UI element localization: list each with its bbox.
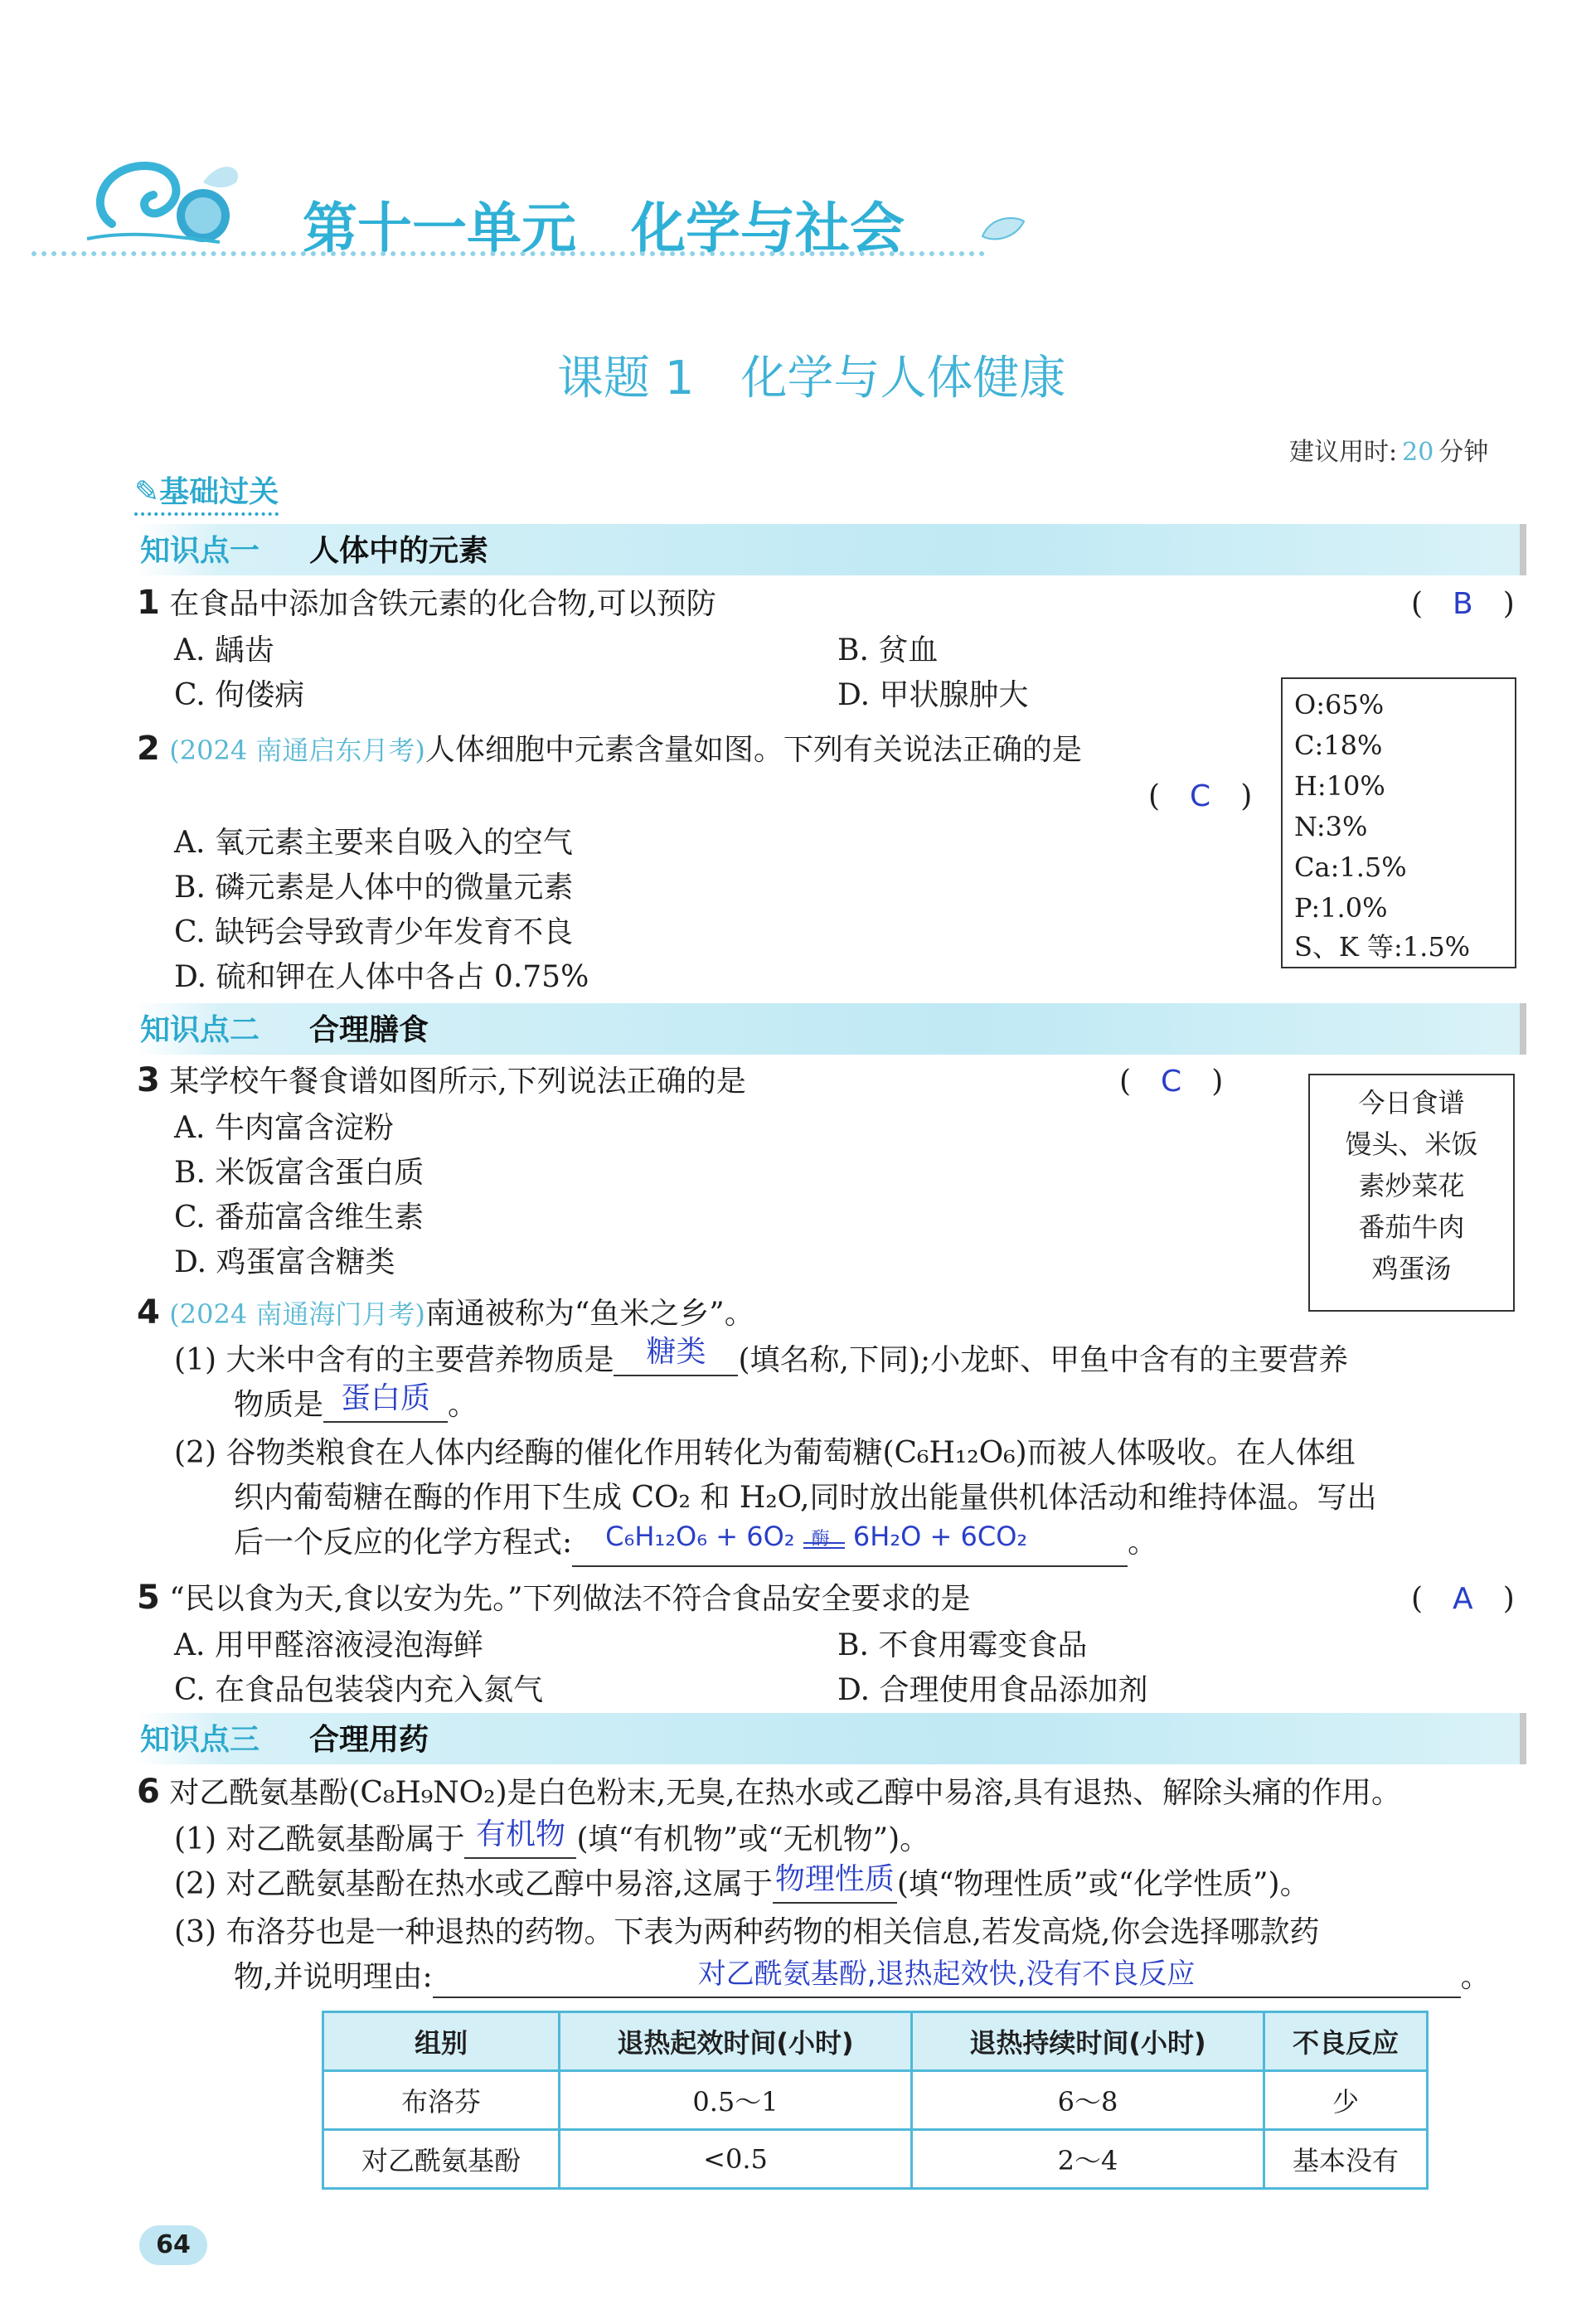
element-row: O:65%	[1294, 689, 1385, 720]
element-row: C:18%	[1294, 730, 1383, 761]
question-6: 6 对乙酰氨基酚(C₈H₉NO₂)是白色粉末,无臭,在热水或乙醇中易溶,具有退热、解除头痛的作用。	[137, 1773, 1401, 1811]
element-row: Ca:1.5%	[1294, 851, 1407, 883]
menu-box	[1308, 1074, 1515, 1312]
element-row: N:3%	[1294, 811, 1368, 842]
drug-comparison-table	[322, 2011, 1429, 2190]
q6-part-2: (2) 对乙酰氨基酚在热水或乙醇中易溶,这属于物理性质(填“物理性质”或“化学性质”)。	[174, 1862, 1310, 1909]
time-unit: 分钟	[1438, 438, 1489, 467]
question-4: 4 (2024 南通海门月考)南通被称为“鱼米之乡”。	[137, 1293, 754, 1332]
question-text: “民以食为天,食以安为先。”下列做法不符合食品安全要求的是	[169, 1582, 971, 1616]
question-text: 人体细胞中元素含量如图。下列有关说法正确的是	[424, 733, 1082, 767]
option: C. 佝偻病	[174, 678, 305, 712]
option: A. 用甲醛溶液浸泡海鲜	[174, 1628, 483, 1662]
table-header: 组别	[323, 2012, 560, 2071]
option: B. 米饭富含蛋白质	[174, 1156, 424, 1190]
table-header-row	[323, 2012, 1428, 2071]
table-header: 不良反应	[1264, 2012, 1428, 2071]
table-row	[323, 2071, 1428, 2130]
table-row	[323, 2130, 1428, 2189]
element-row: H:10%	[1294, 770, 1385, 802]
time-value: 20	[1402, 438, 1434, 467]
option: C. 在食品包装袋内充入氮气	[174, 1673, 544, 1707]
question-2: 2 (2024 南通启东月考)人体细胞中元素含量如图。下列有关说法正确的是	[137, 730, 1082, 768]
answer-slot-3: ( C )	[1119, 1065, 1224, 1099]
section-label: 知识点三	[140, 1723, 260, 1757]
swirl-logo-icon	[79, 133, 245, 249]
table-cell: 基本没有	[1264, 2130, 1428, 2189]
element-row: S、K 等:1.5%	[1294, 931, 1471, 963]
question-3: 3 某学校午餐食谱如图所示,下列说法正确的是	[137, 1061, 746, 1099]
table-cell: 对乙酰氨基酚	[323, 2130, 560, 2189]
section-bar-3	[137, 1713, 1520, 1764]
answer-text: 糖类	[646, 1335, 706, 1369]
menu-row: 番茄牛肉	[1358, 1211, 1465, 1243]
option: D. 鸡蛋富含糖类	[174, 1245, 395, 1279]
question-1: 1 在食品中添加含铁元素的化合物,可以预防	[137, 584, 716, 622]
section-title: 合理膳食	[309, 1013, 429, 1047]
option: B. 贫血	[837, 633, 939, 667]
table-cell: 0.5～1	[560, 2071, 912, 2130]
table-cell: <0.5	[560, 2130, 912, 2189]
option: B. 磷元素是人体中的微量元素	[174, 871, 574, 905]
option: D. 硫和钾在人体中各占 0.75%	[174, 960, 589, 994]
question-5: 5 “民以食为天,食以安为先。”下列做法不符合食品安全要求的是	[137, 1579, 971, 1617]
q4-part-1-line1: (1) 大米中含有的主要营养物质是 糖类 (填名称,下同);小龙虾、甲鱼中含有的主要营养	[174, 1338, 1348, 1385]
menu-row: 馒头、米饭	[1345, 1128, 1478, 1160]
option: D. 合理使用食品添加剂	[837, 1673, 1148, 1707]
menu-row: 素炒菜花	[1358, 1170, 1465, 1201]
section-title: 人体中的元素	[309, 534, 489, 568]
option: C. 缺钙会导致青少年发育不良	[174, 915, 574, 949]
answer-slot-5: ( A )	[1411, 1582, 1515, 1616]
answer-text: 对乙酰氨基酚,退热起效快,没有不良反应	[697, 1958, 1196, 1991]
section-bar-2	[137, 1003, 1520, 1055]
section-title: 合理用药	[309, 1723, 429, 1757]
header-dotted-line	[32, 251, 985, 256]
question-text: 对乙酰氨基酚(C₈H₉NO₂)是白色粉末,无臭,在热水或乙醇中易溶,具有退热、解除头痛的作用。	[169, 1776, 1401, 1810]
page-number: 64	[139, 2225, 207, 2265]
option: D. 甲状腺肿大	[837, 678, 1029, 712]
question-text: 某学校午餐食谱如图所示,下列说法正确的是	[169, 1065, 746, 1099]
question-source: (2024 南通启东月考)	[169, 735, 425, 766]
section-label: 知识点一	[140, 534, 260, 568]
table-header: 退热持续时间(小时)	[912, 2012, 1264, 2071]
option: A. 龋齿	[174, 633, 274, 667]
option: A. 牛肉富含淀粉	[174, 1111, 394, 1145]
answer-slot-2: ( C )	[1148, 779, 1253, 813]
q4-part-2-line3: 后一个反应的化学方程式: C₆H₁₂O₆ + 6O₂ 酶 6H₂O + 6CO₂ 。	[234, 1521, 1157, 1567]
equation: C₆H₁₂O₆ + 6O₂ 酶 6H₂O + 6CO₂	[605, 1521, 1028, 1552]
menu-row: 鸡蛋汤	[1371, 1253, 1452, 1284]
table-cell: 6～8	[912, 2071, 1264, 2130]
q4-part-2-line1: (2) 谷物类粮食在人体内经酶的催化作用转化为葡萄糖(C₆H₁₂O₆)而被人体吸收。在人体组	[174, 1436, 1356, 1470]
q6-part-3-line2: 物,并说明理由: 对乙酰氨基酚,退热起效快,没有不良反应 。	[234, 1955, 1491, 2001]
option: B. 不食用霉变食品	[837, 1628, 1088, 1662]
leaf-icon	[978, 211, 1028, 245]
table-cell: 布洛芬	[323, 2071, 560, 2130]
answer-text: 蛋白质	[341, 1381, 431, 1415]
option: C. 番茄富含维生素	[174, 1201, 424, 1235]
answer-text: 有机物	[475, 1817, 565, 1851]
q6-part-3-line1: (3) 布洛芬也是一种退热的药物。下表为两种药物的相关信息,若发高烧,你会选择哪款药	[174, 1915, 1320, 1949]
table-header: 退热起效时间(小时)	[560, 2012, 912, 2071]
q6-part-1: (1) 对乙酰氨基酚属于 有机物 (填“有机物”或“无机物”)。	[174, 1817, 929, 1864]
section-label: 知识点二	[140, 1013, 260, 1047]
q4-part-1-line2: 物质是 蛋白质 。	[234, 1383, 478, 1429]
question-text: 在食品中添加含铁元素的化合物,可以预防	[169, 587, 716, 621]
table-cell: 少	[1264, 2071, 1428, 2130]
answer-text: 物理性质	[774, 1862, 895, 1896]
table-cell: 2～4	[912, 2130, 1264, 2189]
lesson-title: 课题 1 化学与人体健康	[557, 352, 1066, 405]
question-source: (2024 南通海门月考)	[169, 1298, 425, 1330]
basic-label: ✎基础过关	[134, 468, 279, 516]
option: A. 氧元素主要来自吸入的空气	[174, 826, 573, 860]
element-row: P:1.0%	[1294, 892, 1388, 924]
q4-part-2-line2: 织内葡萄糖在酶的作用下生成 CO₂ 和 H₂O,同时放出能量供机体活动和维持体温。写出	[234, 1481, 1377, 1515]
section-bar-1	[137, 524, 1520, 575]
time-label: 建议用时:	[1289, 438, 1398, 467]
unit-title: 第十一单元 化学与社会	[303, 196, 905, 260]
element-content-box	[1281, 677, 1516, 968]
menu-row: 今日食谱	[1358, 1087, 1465, 1118]
question-text: 南通被称为“鱼米之乡”。	[424, 1297, 754, 1331]
answer-slot-1: ( B )	[1411, 587, 1515, 621]
suggested-time	[1289, 431, 1488, 468]
pencil-icon: ✎	[134, 475, 160, 509]
